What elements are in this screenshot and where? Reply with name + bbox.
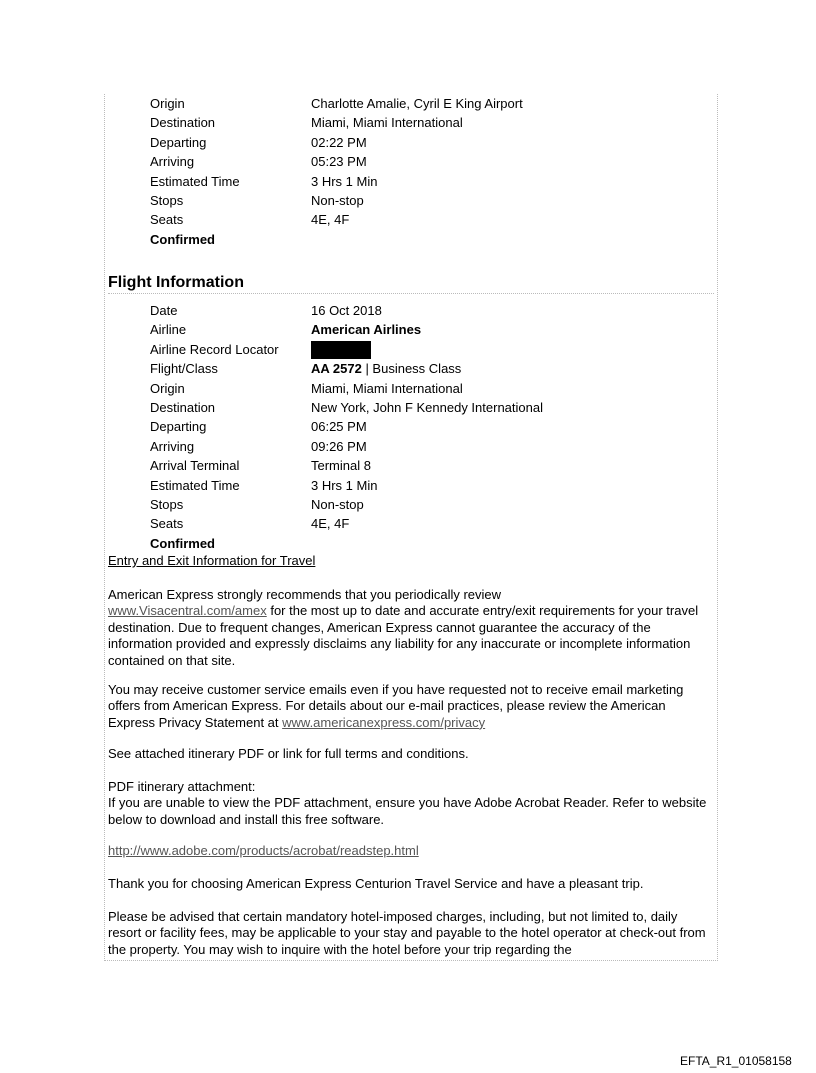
flight-class: | Business Class — [361, 361, 462, 377]
pdf-attachment-paragraph: PDF itinerary attachment: If you are unable to view the PDF attachment, ensure you have Adobe Acrobat Reader. Refer to website below to download and install this free software. — [108, 779, 707, 827]
detail-row: Arriving 05:23 PM — [150, 154, 367, 170]
status-confirmed: Confirmed — [150, 231, 215, 247]
detail-row: Airline Record Locator — [150, 340, 543, 359]
detail-row: Estimated Time 3 Hrs 1 Min — [150, 173, 378, 189]
detail-row: Estimated Time 3 Hrs 1 Min — [150, 477, 378, 493]
terms-paragraph: See attached itinerary PDF or link for full terms and conditions. — [108, 746, 469, 761]
detail-row: Seats 4E, 4F — [150, 212, 350, 228]
detail-row: Destination New York, John F Kennedy International — [150, 399, 543, 415]
detail-row: Destination Miami, Miami International — [150, 115, 463, 131]
entry-exit-heading: Entry and Exit Information for Travel — [108, 553, 316, 568]
adobe-link[interactable]: http://www.adobe.com/products/acrobat/readstep.html — [108, 843, 419, 858]
detail-row: Stops Non-stop — [150, 192, 364, 208]
detail-row: Date 16 Oct 2018 — [150, 303, 382, 318]
status-confirmed: Confirmed — [150, 535, 215, 551]
detail-row: Arriving 09:26 PM — [150, 438, 367, 454]
detail-row: Seats 4E, 4F — [150, 516, 350, 532]
hotel-charges-paragraph: Please be advised that certain mandatory hotel-imposed charges, including, but not limited to, daily resort or facility fees, may be applicable to your stay and payable to the hotel operator at check-out from the property. You may wish to inquire with the hotel before your trip regarding the — [108, 909, 706, 957]
redaction-box — [311, 341, 371, 359]
privacy-paragraph: You may receive customer service emails even if you have requested not to receive email marketing offers from American Express. For details about our e-mail practices, please review the American Express Privacy Statement at www.americanexpress.com/privacy — [108, 682, 684, 730]
detail-row: Arrival Terminal Terminal 8 — [150, 458, 371, 474]
detail-row: Origin Charlotte Amalie, Cyril E King Airport — [150, 96, 523, 111]
document-id: EFTA_R1_01058158 — [680, 1054, 792, 1068]
visacentral-paragraph: American Express strongly recommends that you periodically review www.Visacentral.com/amex for the most up to date and accurate entry/exit requirements for your travel destination. Due to frequent changes, American Express cannot guarantee the accuracy of the information provided and expressly disclaims any liability for any inaccurate or incomplete information contained on that site. — [108, 587, 699, 668]
flight-number: AA 2572 — [311, 361, 362, 377]
visacentral-link[interactable]: www.Visacentral.com/amex — [108, 603, 267, 619]
detail-row: Departing 06:25 PM — [150, 419, 367, 435]
detail-row: Stops Non-stop — [150, 496, 364, 512]
detail-row: Departing 02:22 PM — [150, 134, 367, 150]
privacy-link[interactable]: www.americanexpress.com/privacy — [282, 714, 486, 730]
first-segment-details — [150, 94, 523, 249]
detail-row: Airline American Airlines — [150, 322, 422, 338]
flight-info-details — [150, 301, 543, 553]
thank-you-paragraph: Thank you for choosing American Express Centurion Travel Service and have a pleasant trip. — [108, 876, 644, 891]
flight-information-heading: Flight Information — [108, 273, 714, 294]
detail-row: Flight/Class AA 2572 | Business Class — [150, 361, 462, 377]
detail-row: Origin Miami, Miami International — [150, 380, 463, 396]
